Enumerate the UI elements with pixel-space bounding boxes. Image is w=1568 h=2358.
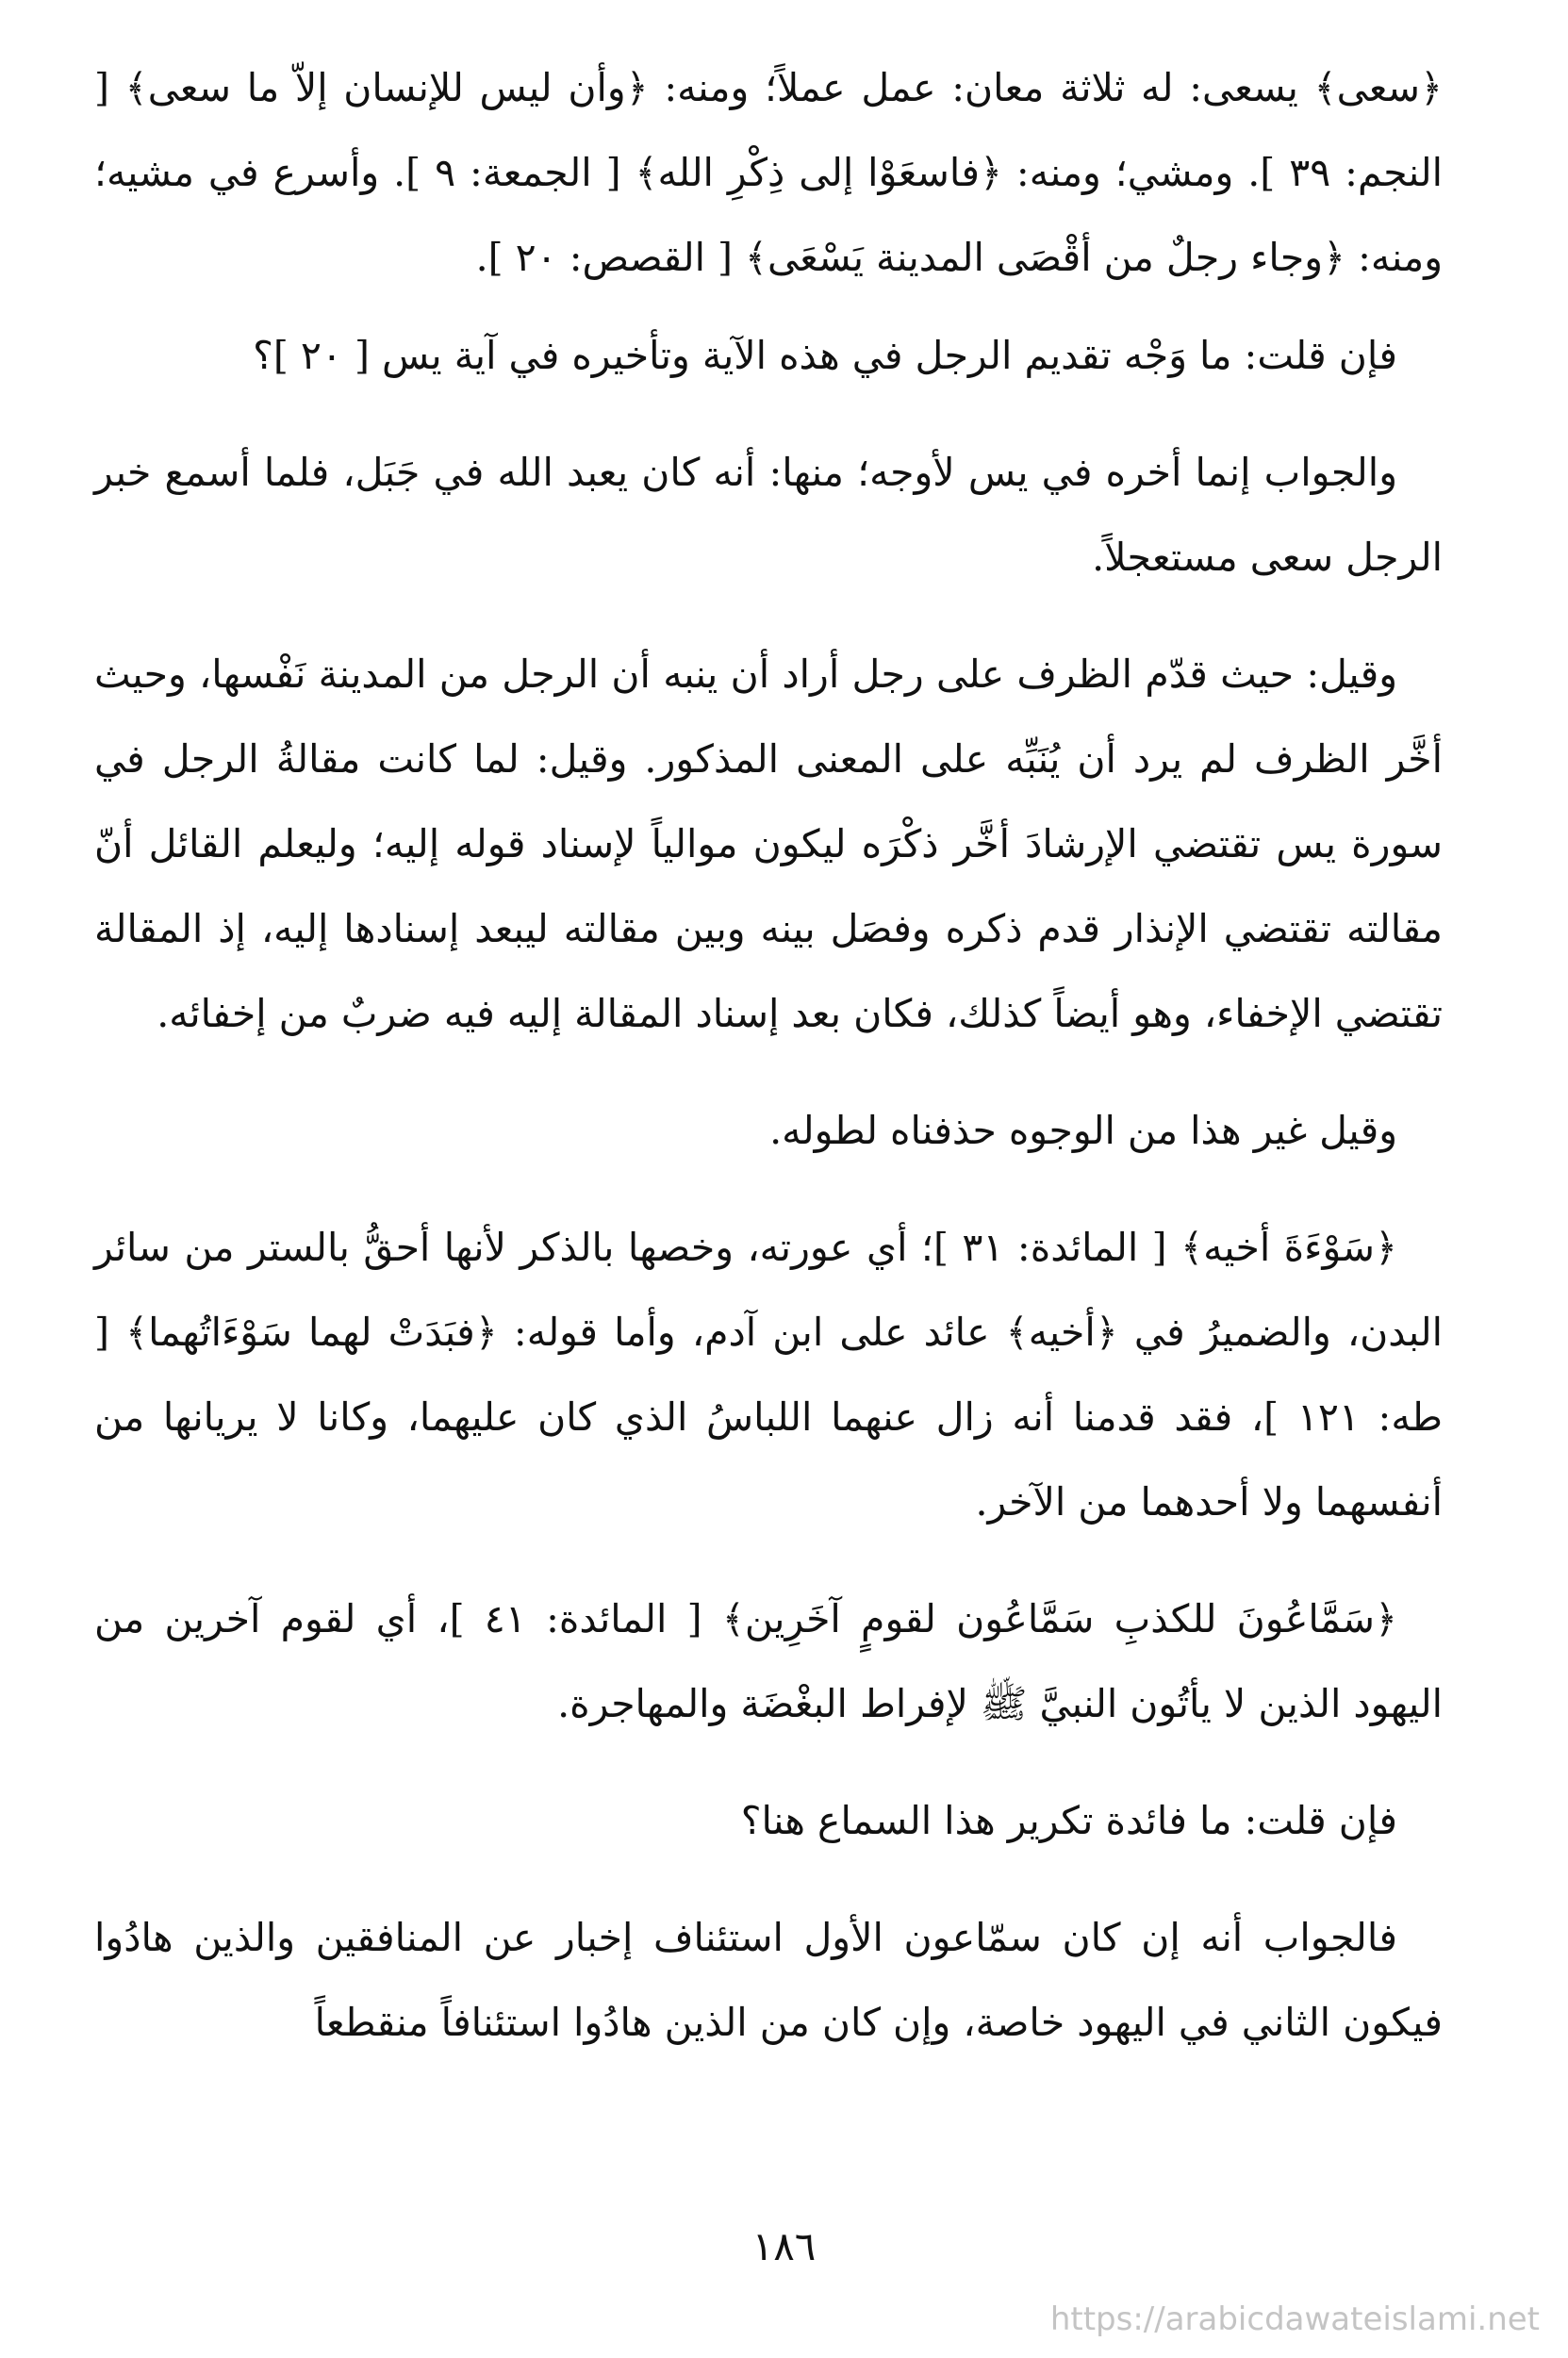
paragraph-question-repetition: فإن قلت: ما فائدة تكرير هذا السماع هنا؟ xyxy=(740,1798,1397,1843)
paragraph-saw-at-akhihi: ﴿سَوْءَةَ أخيه﴾ [ المائدة: ٣١ ]؛ أي عورته، وخصها بالذكر لأنها أحقُّ بالستر من سائر البدن، والضميرُ في ﴿أخيه﴾ عائد على ابن آدم، وأما قوله: ﴿فبَدَتْ لهما سَوْءَاتُهما﴾ [ طه: ١٢١ ]، فقد قدمنا أنه زال عنهما اللباسُ الذي كان عليهما، وكانا لا يريانها من أنفسهما ولا أحدهما من الآخر. xyxy=(94,1225,1443,1525)
paragraph-alternative-explanations: وقيل: حيث قدّم الظرف على رجل أراد أن ينبه أن الرجل من المدينة نَفْسها، وحيث أخَّر الظرف لم يرد أن يُنَبِّه على المعنى المذكور. وقيل: لما كانت مقالةُ الرجل في سورة يس تقتضي الإرشادَ أخَّر ذكْرَه ليكون موالياً لإسناد قوله إليه؛ وليعلم القائل أنّ مقالته تقتضي الإنذار قدم ذكره وفصَل بينه وبين مقالته ليبعد إسنادها إليه، إذ المقالة تقتضي الإخفاء، وهو أيضاً كذلك، فكان بعد إسناد المقالة إليه فيه ضربٌ من إخفائه. xyxy=(94,651,1443,1036)
paragraph-answer-yasin: والجواب إنما أخره في يس لأوجه؛ منها: أنه كان يعبد الله في جَبَل، فلما أسمع خبر الرجل سعى مستعجلاً. xyxy=(94,450,1443,580)
paragraph-question-yasin: فإن قلت: ما وَجْه تقديم الرجل في هذه الآية وتأخيره في آية يس [ ٢٠ ]؟ xyxy=(253,333,1397,378)
paragraph-answer-repetition: فالجواب أنه إن كان سمّاعون الأول استئناف إخبار عن المنافقين والذين هادُوا فيكون الثاني في اليهود خاصة، وإن كان من الذين هادُوا استئنافاً منقطعاً xyxy=(94,1915,1443,2045)
paragraph-sammaun: ﴿سَمَّاعُونَ للكذبِ سَمَّاعُون لقومٍ آخَرِين﴾ [ المائدة: ٤١ ]، أي لقوم آخرين من اليهود الذين لا يأتُون النبيَّ ﷺ لإفراط البغْضَة والمهاجرة. xyxy=(94,1596,1443,1726)
paragraph-other-views: وقيل غير هذا من الوجوه حذفناه لطوله. xyxy=(769,1108,1397,1153)
paragraph-sa-a-definition: ﴿سعى﴾ يسعى: له ثلاثة معان: عمل عملاً؛ ومنه: ﴿وأن ليس للإنسان إلاّ ما سعى﴾ [ النجم: ٣٩ ]. ومشي؛ ومنه: ﴿فاسعَوْا إلى ذِكْرِ الله﴾ [ الجمعة: ٩ ]. وأسرع في مشيه؛ ومنه: ﴿وجاء رجلٌ من أقْصَى المدينة يَسْعَى﴾ [ القصص: ٢٠ ]. xyxy=(94,65,1443,280)
page-number: ١٨٦ xyxy=(751,2223,817,2269)
watermark: https://arabicdawateislami.net xyxy=(1049,2300,1540,2338)
page-body xyxy=(94,45,1443,2078)
